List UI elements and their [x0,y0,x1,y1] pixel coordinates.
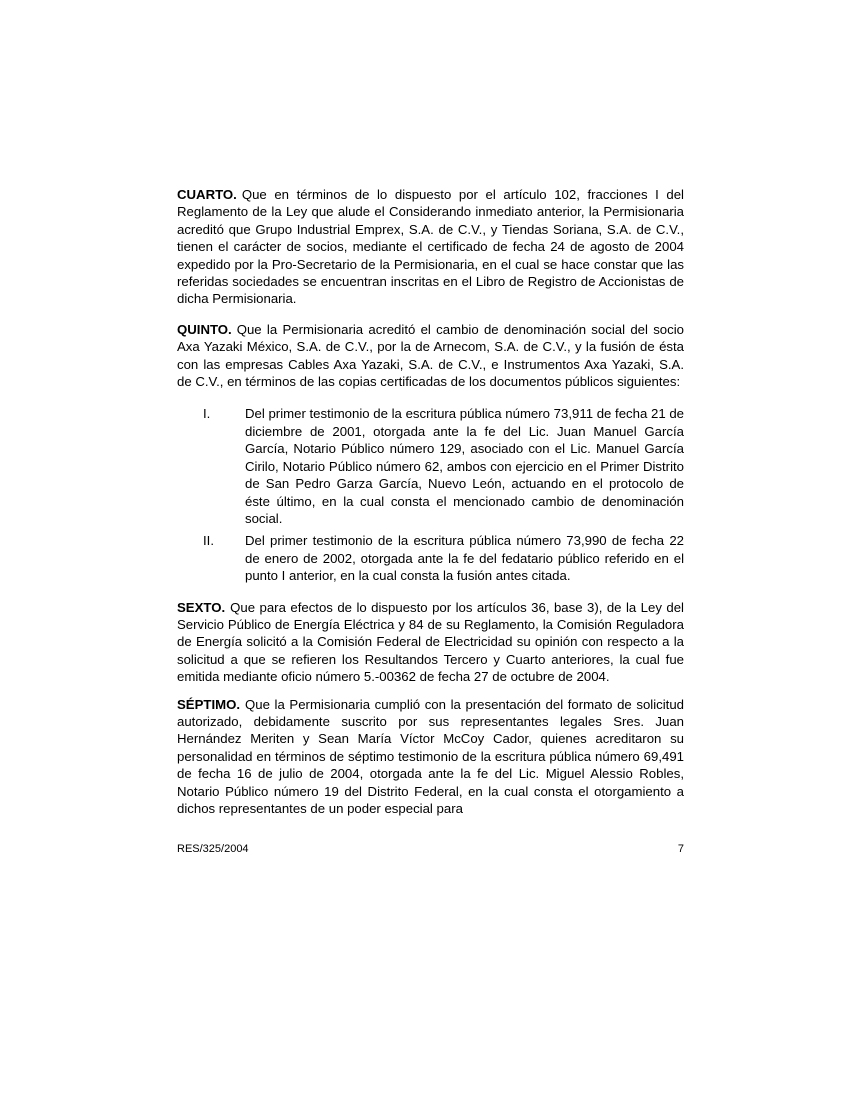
paragraph-quinto-text: Que la Permisionaria acreditó el cambio de denominación social del socio Axa Yazaki México, S.A. de C.V., por la de Arnecom, S.A. de C.V., y la fusión de ésta con las empresas Cables Axa Yazaki, S.A. de C.V., e Instrumentos Axa Yazaki, S.A. de C.V., en términos de las copias certificadas de los documentos públicos siguientes: [177,321,684,390]
list-item-ii-text: Del primer testimonio de la escritura pública número 73,990 de fecha 22 de enero de 2002, otorgada ante la fe del fedatario público referido en el punto I anterior, en la cual consta la fusión antes citada. [245,533,684,584]
paragraph-sexto [177,599,684,686]
list-item-ii-numeral: II. [203,533,214,549]
paragraph-sexto-label: SEXTO. [177,599,226,615]
paragraph-septimo [177,696,684,818]
paragraph-septimo-label: SÉPTIMO. [177,696,241,712]
paragraph-cuarto-label: CUARTO. [177,187,237,202]
paragraph-cuarto-text: Que en términos de lo dispuesto por el artículo 102, fracciones I del Reglamento de la Ley que alude el Considerando inmediato anterior, la Permisionaria acreditó que Grupo Industrial Emprex, S.A. de C.V., y Tiendas Soriana, S.A. de C.V., tienen el carácter de socios, mediante el certificado de fecha 24 de agosto de 2004 expedido por la Pro-Secretario de la Permisionaria, en el cual se hace constar que las referidas sociedades se encuentran inscritas en el Libro de Registro de Accionistas de dicha Permisionaria. [177,187,684,307]
list-item-ii [177,532,684,584]
footer-reference: RES/325/2004 [177,843,249,855]
list-item-i [177,405,684,527]
paragraph-quinto [177,321,684,391]
paragraph-cuarto [177,186,684,308]
list-item-i-numeral: I. [203,406,211,422]
document-body [177,186,684,817]
paragraph-septimo-text: Que la Permisionaria cumplió con la presentación del formato de solicitud autorizado, debidamente suscrito por sus representantes legales Sres. Juan Hernández Meriten y Sean María Víctor McCoy Cador, quienes acreditaron su personalidad en términos de séptimo testimonio de la escritura pública número 69,491 de fecha 16 de julio de 2004, otorgada ante la fe del Lic. Miguel Alessio Robles, Notario Público número 19 del Distrito Federal, en la cual consta el otorgamiento a dichos representantes de un poder especial para [177,696,684,816]
paragraph-sexto-text: Que para efectos de lo dispuesto por los artículos 36, base 3), de la Ley del Servicio Público de Energía Eléctrica y 84 de su Reglamento, la Comisión Reguladora de Energía solicitó a la Comisión Federal de Electricidad su opinión con respecto a la solicitud a que se refieren los Resultandos Tercero y Cuarto anteriores, la cual fue emitida mediante oficio número 5.-00362 de fecha 27 de octubre de 2004. [177,599,684,685]
paragraph-quinto-label: QUINTO. [177,321,232,337]
page-footer [177,843,684,856]
list-item-i-text: Del primer testimonio de la escritura pública número 73,911 de fecha 21 de diciembre de 2001, otorgada ante la fe del Lic. Juan Manuel García García, Notario Público número 129, asociado con el Lic. Manuel García Cirilo, Notario Público número 62, ambos con ejercicio en el Primer Distrito de San Pedro Garza García, Nuevo León, actuando en el protocolo de éste último, en la cual consta el mencionado cambio de denominación social. [245,406,684,526]
footer-page-number: 7 [677,843,684,855]
